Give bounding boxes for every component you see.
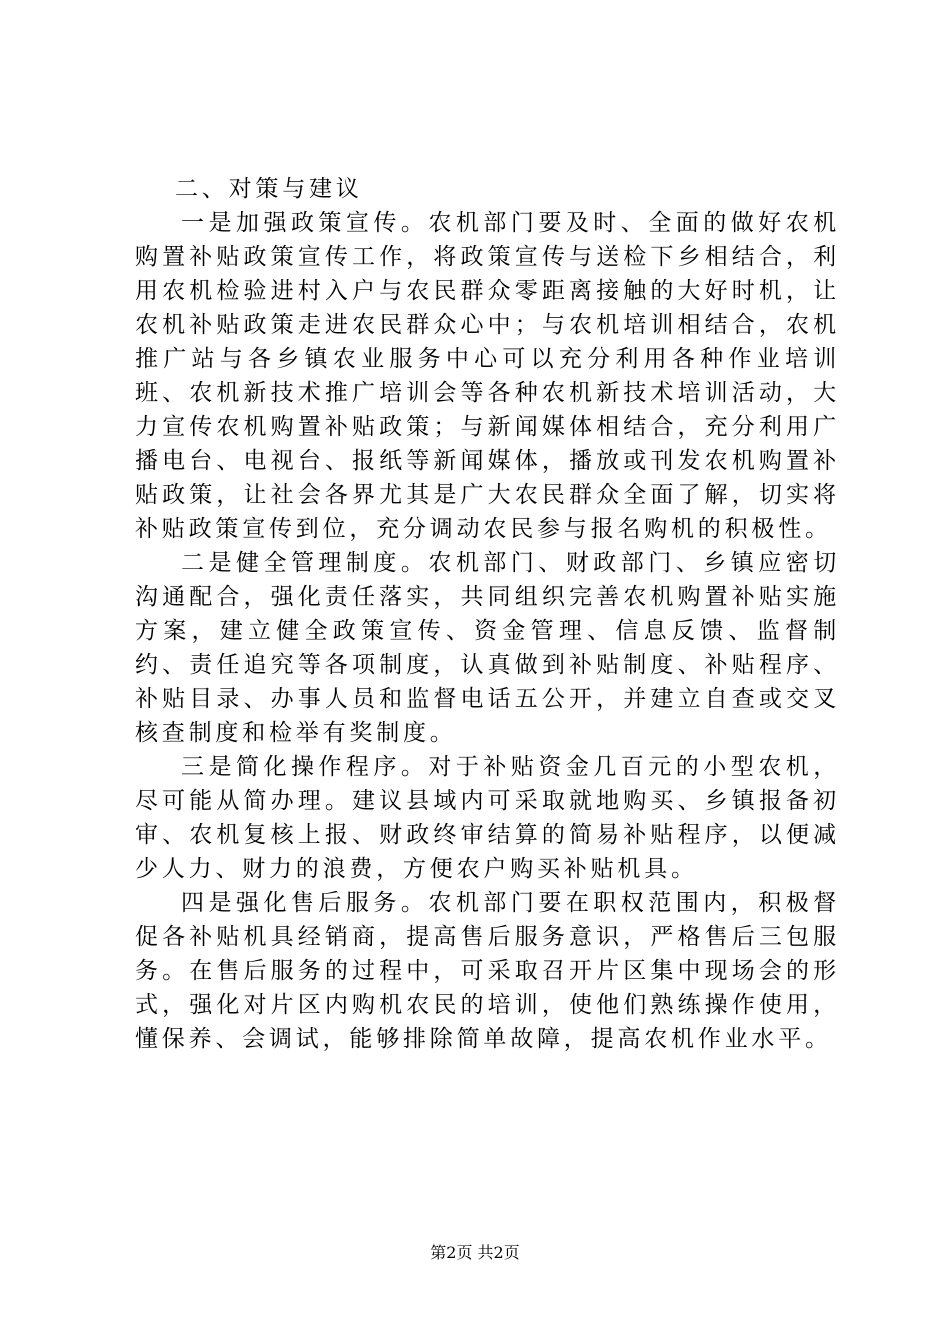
paragraph-after-sales: 四是强化售后服务。农机部门要在职权范围内，积极督促各补贴机具经销商，提高售后服务意识，严格售后三包服务。在售后服务的过程中，可采取召开片区集中现场会的形式，强化对片区内购机农民的培训，使他们熟练操作使用，懂保养、会调试，能够排除简单故障，提高农机作业水平。: [135, 890, 840, 1052]
paragraph-management: 二是健全管理制度。农机部门、财政部门、乡镇应密切沟通配合，强化责任落实，共同组织完善农机购置补贴实施方案，建立健全政策宣传、资金管理、信息反馈、监督制约、责任追究等各项制度，认真做到补贴制度、补贴程序、补贴目录、办事人员和监督电话五公开，并建立自查或交叉核查制度和检举有奖制度。: [135, 550, 840, 746]
section-heading: 二、对策与建议: [175, 176, 363, 202]
paragraph-procedure: 三是简化操作程序。对于补贴资金几百元的小型农机，尽可能从简办理。建议县域内可采取就地购买、乡镇报备初审、农机复核上报、财政终审结算的简易补贴程序，以便减少人力、财力的浪费，方便农户购买补贴机具。: [135, 754, 840, 882]
paragraph-publicity: 一是加强政策宣传。农机部门要及时、全面的做好农机购置补贴政策宣传工作，将政策宣传与送检下乡相结合，利用农机检验进村入户与农民群众零距离接触的大好时机，让农机补贴政策走进农民群众心中；与农机培训相结合，农机推广站与各乡镇农业服务中心可以充分利用各种作业培训班、农机新技术推广培训会等各种农机新技术培训活动，大力宣传农机购置补贴政策；与新闻媒体相结合，充分利用广播电台、电视台、报纸等新闻媒体，播放或刊发农机购置补贴政策，让社会各界尤其是广大农民群众全面了解，切实将补贴政策宣传到位，充分调动农民参与报名购机的积极性。: [135, 210, 840, 542]
page-footer: 第2页 共2页: [430, 1243, 520, 1262]
document-body: [135, 172, 840, 1056]
